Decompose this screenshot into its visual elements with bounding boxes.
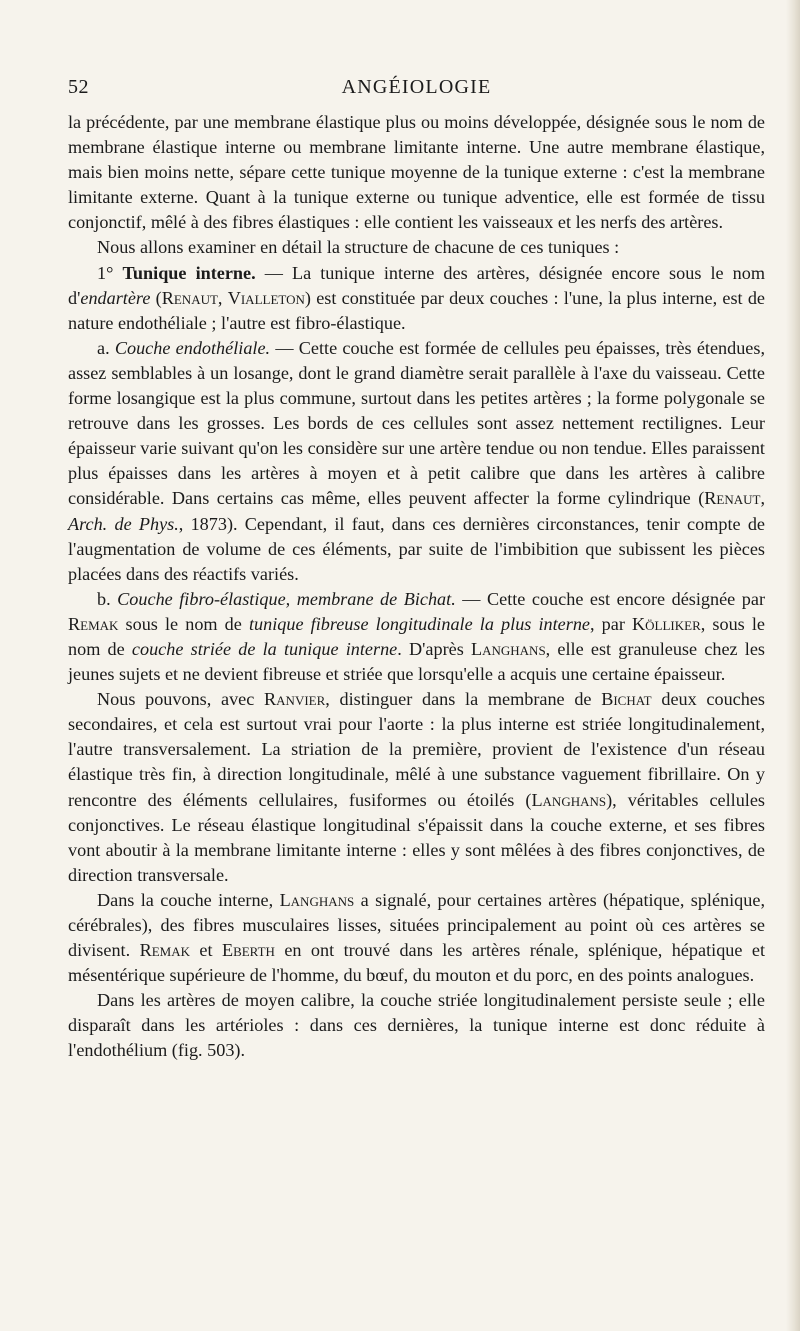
paragraph-2: Nous allons examiner en détail la structure de chacune de ces tuniques : [97,237,620,258]
text-run: . D'après [397,638,471,659]
author-name: Eberth [221,940,275,961]
author-name: Langhans [471,638,546,659]
text-run: — Cette couche est formée de cellules peu épaisses, très étendues, assez semblables à un losange, dont le grand diamètre serait parallèle à l'axe du vaisseau. Cette forme losangique est la plus commune, surtout dans les petites artères ; la forme polygonale se retrouve dans les grosses. Les bords de ces cellules sont assez nettement rectilignes. Leur épaisseur varie suivant qu'on les considère sur une artère tendue ou non tendue. Elles paraissent plus épaisses dans les artères à moyen et à petit calibre que dans les artères à calibre considérable. Dans certains cas même, elles peuvent affecter la forme cylindrique ( [68,337,766,509]
text-run: , sous le nom de [68,613,765,659]
term-endartere: endartère [80,287,151,308]
author-name: Renaut [161,287,218,308]
text-run: — La tunique interne des artères, désignée encore sous le nom d' [68,262,765,308]
text-run: ( [150,287,162,308]
text-run: sous le nom de [118,613,249,634]
paragraph-8: Dans les artères de moyen calibre, la couche striée longitudinalement persiste seule ; elle disparaît dans les artérioles : dans ces dernières, la tunique interne est donc réduite à l'endothélium (fig. 503). [68,990,765,1061]
section-number: 1° [97,262,114,283]
text-run: deux couches secondaires, et cela est surtout vrai pour l'aorte : la plus interne est striée longitudinalement, l'autre transversalement. La striation de la première, provient de l'existence d'un réseau élastique très fin, à direction longitudinale, mêlé à une substance vaguement fibrillaire. On y rencontre des éléments cellulaires, fusiformes ou étoilés ( [68,689,765,810]
author-name: Langhans [279,889,355,910]
author-name: Vialleton [227,287,305,308]
subsection-label: a. [97,337,115,358]
page-number: 52 [68,76,89,98]
page-header [68,76,765,106]
text-run: ), véritables cellules conjonctives. Le réseau élastique longitudinal s'épaissit dans la couche externe, et ses fibres vont aboutir à la membrane limitante interne : elles y sont mêlées à des fibres conjonctives, de direction transversale. [68,789,765,885]
paragraph-7 [68,888,765,988]
running-title: ANGÉIOLOGIE [341,76,492,98]
subsection-title: Couche endothéliale. [114,337,271,358]
page-edge-shadow [786,0,800,1331]
subsection-label: b. [97,588,118,609]
paragraph-couche-endotheliale [68,336,765,587]
text-run: , par [590,613,632,634]
term: couche striée de la tunique interne [131,638,398,659]
text-run: Dans la couche interne, [97,889,280,910]
text-run: , [217,287,228,308]
text-run: — Cette couche est encore désignée par [455,588,765,609]
author-name: Remak [68,613,119,634]
paragraph-couche-fibro-elastique [68,587,765,687]
author-name: Langhans [531,789,607,810]
author-name: Bichat [601,689,652,710]
author-name: Kölliker [632,613,701,634]
text-run: et [189,940,222,961]
text-run: , elle est granuleuse chez les jeunes sujets et ne devient fibreuse et striée que lorsqu'elle a acquis une certaine épaisseur. [68,638,765,685]
journal-title: Arch. de Phys. [68,513,179,534]
text-run: en ont trouvé dans les artères rénale, splénique, hépatique et mésentérique supérieure de l'homme, du bœuf, du mouton et du porc, en des points analogues. [68,940,765,986]
author-name: Remak [139,940,190,961]
paragraph-tunique-interne [68,261,765,336]
subsection-title: Couche fibro-élastique, membrane de Bichat. [117,588,456,609]
paragraph-6 [68,687,765,888]
author-name: Renaut [704,488,761,509]
text-run: , 1873). Cependant, il faut, dans ces dernières circonstances, tenir compte de l'augmentation de volume de ces éléments, par suite de l'imbibition que subissent les pièces placées dans des réactifs variés. [68,513,765,584]
body-text [68,110,765,1064]
author-name: Ranvier [264,689,326,710]
section-heading: Tunique interne. [122,262,256,283]
text-run: Nous pouvons, avec [97,689,265,710]
text-run: a signalé, pour certaines artères (hépatique, splénique, cérébrales), des fibres musculaires lisses, situées principalement au point où ces artères se divisent. [68,889,765,961]
text-run: , distinguer dans la membrane de [325,689,602,710]
text-run: , [760,488,765,509]
paragraph-1: la précédente, par une membrane élastique plus ou moins développée, désignée sous le nom de membrane élastique interne ou membrane limitante interne. Une autre membrane élastique, mais bien moins nette, sépare cette tunique moyenne de la tunique externe : c'est la membrane limitante externe. Quant à la tunique externe ou tunique adventice, elle est formée de tissu conjonctif, mêlé à des fibres élastiques : elle contient les vaisseaux et les nerfs des artères. [68,112,765,233]
term: tunique fibreuse longitudinale la plus interne [248,613,590,634]
text-run: ) est constituée par deux couches : l'une, la plus interne, est de nature endothéliale ; l'autre est fibro-élastique. [68,287,766,333]
